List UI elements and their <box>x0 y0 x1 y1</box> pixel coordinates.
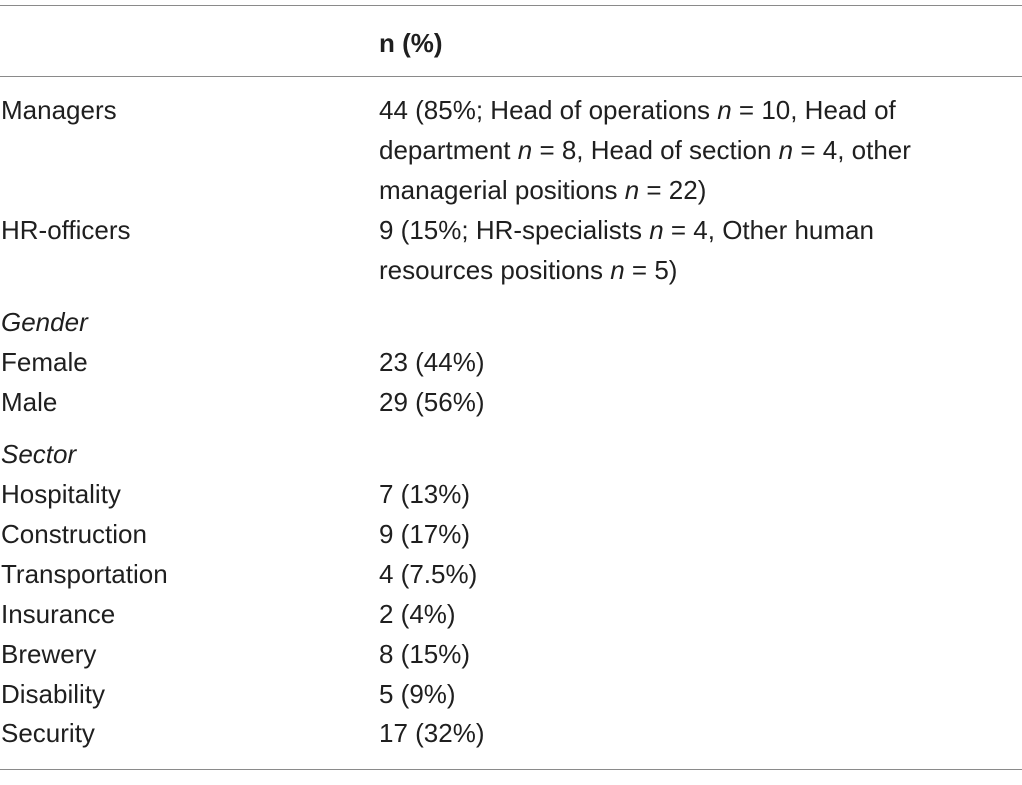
row-label: Managers <box>1 95 117 125</box>
row-label: Construction <box>1 519 147 549</box>
row-label: Transportation <box>1 559 168 589</box>
row-value: 7 (13%) <box>379 479 471 509</box>
n-symbol: n <box>717 95 732 125</box>
row-label: Hospitality <box>1 479 121 509</box>
n-symbol: n <box>649 215 664 245</box>
row-value: 4 (7.5%) <box>379 559 478 589</box>
n-symbol: n <box>610 255 625 285</box>
row-value-line: managerial positions n = 22) <box>379 175 707 205</box>
row-label: Security <box>1 718 95 748</box>
table-bottom-rule <box>0 769 1022 770</box>
row-label: HR-officers <box>1 215 131 245</box>
row-value: 29 (56%) <box>379 387 485 417</box>
row-value: 2 (4%) <box>379 599 456 629</box>
n-symbol: n <box>624 175 640 205</box>
table-header-rule <box>0 76 1022 77</box>
row-label: Disability <box>1 679 106 709</box>
row-label: Insurance <box>1 599 116 629</box>
row-value: 17 (32%) <box>379 718 485 748</box>
section-heading: Gender <box>1 307 88 337</box>
row-label: Brewery <box>1 639 97 669</box>
n-symbol: n <box>778 135 794 165</box>
section-heading: Sector <box>1 439 77 469</box>
row-label: Male <box>1 387 58 417</box>
row-value: 23 (44%) <box>379 347 485 377</box>
row-value-line: resources positions n = 5) <box>379 255 678 285</box>
row-value: 5 (9%) <box>379 679 456 709</box>
row-value-line: 9 (15%; HR-specialists n = 4, Other human <box>379 215 874 245</box>
row-value: 9 (17%) <box>379 519 471 549</box>
n-symbol: n <box>517 135 533 165</box>
row-label: Female <box>1 347 88 377</box>
column-header-n-percent: n (%) <box>379 28 443 58</box>
row-value-line: 44 (85%; Head of operations n = 10, Head of <box>379 95 896 125</box>
table-top-rule <box>0 5 1022 6</box>
row-value-line: department n = 8, Head of section n = 4, other <box>379 135 911 165</box>
row-value <box>379 210 979 290</box>
row-value <box>379 90 979 210</box>
row-value: 8 (15%) <box>379 639 471 669</box>
